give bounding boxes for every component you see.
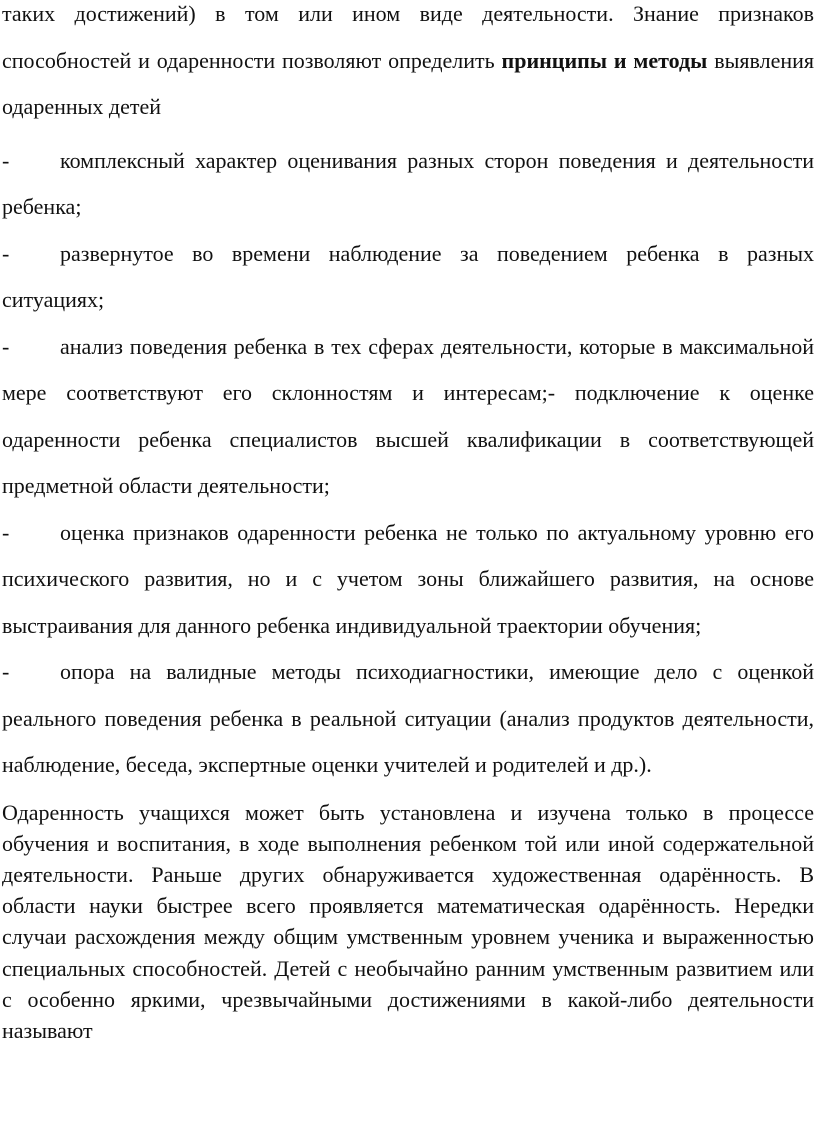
intro-text: таких достижений) в том или ином виде деятельности. Знание признаков способностей и одаренности позволяют определить [2, 1, 814, 73]
bullet-list [0, 138, 816, 789]
bullet-dash: - [2, 659, 10, 684]
list-item [0, 649, 816, 789]
list-item-text: анализ поведения ребенка в тех сферах деятельности, которые в максимальной мере соответствуют его склонностям и интересам;- подключение к оценке одаренности ребенка специалистов высшей квалификации в соответствующей предметной области деятельности; [2, 333, 814, 498]
list-item-text: комплексный характер оценивания разных сторон поведения и деятельности ребенка; [2, 147, 814, 219]
intro-paragraph [0, 0, 816, 131]
list-item-text: развернутое во времени наблюдение за поведением ребенка в разных ситуациях; [2, 240, 814, 312]
bullet-dash: - [2, 333, 10, 359]
list-item [0, 138, 816, 231]
intro-text-end: выявления одаренных детей [2, 47, 814, 119]
bullet-dash: - [2, 147, 10, 173]
bullet-dash: - [2, 519, 10, 545]
closing-paragraph: Одаренность учащихся может быть установлена и изучена только в процессе обучения и воспитания, в ходе выполнения ребенком той или иной содержательной деятельности. Раньше других обнаруживается художественная одарённость. В области науки быстрее всего проявляется математическая одарённость. Нередки случаи расхождения между общим умственным уровнем ученика и выраженностью специальных способностей. Детей с необычайно ранним умственным развитием или с особенно яркими, чрезвычайными достижениями в какой-либо деятельности называют [2, 799, 814, 1043]
list-item-text: опора на валидные методы психодиагностики, имеющие дело с оценкой реального поведения ребенка в реальной ситуации (анализ продуктов деятельности, наблюдение, беседа, экспертные оценки учителей и родителей и др.). [2, 659, 814, 777]
list-item [0, 231, 816, 324]
intro-bold-phrase: принципы и методы [501, 47, 708, 73]
list-item-text: оценка признаков одаренности ребенка не только по актуальному уровню его психического развития, но и с учетом зоны ближайшего развития, на основе выстраивания для данного ребенка индивидуальной траектории обучения; [2, 519, 814, 638]
list-item [0, 324, 816, 510]
list-item [0, 510, 816, 650]
bullet-dash: - [2, 240, 10, 266]
